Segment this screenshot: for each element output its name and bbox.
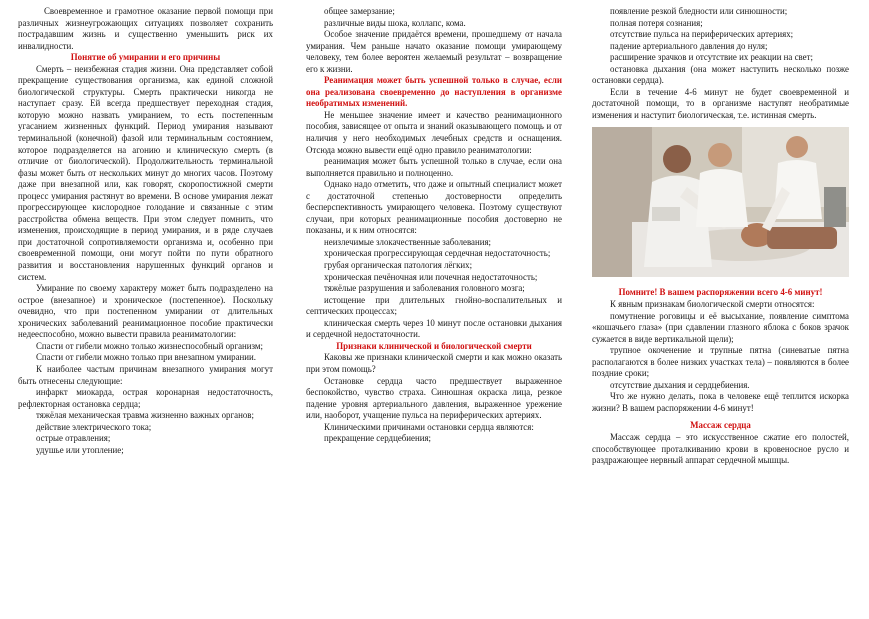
warning-heading: Помните! В вашем распоряжении всего 4-6 минут! [618,287,823,298]
list-item: отсутствие дыхания и сердцебиения. [610,379,750,390]
paragraph-question: Каковы же признаки клинической смерти и как можно оказать при этом помощь? [306,352,562,374]
list-item: трупное окоченение и трупные пятна (синеватые пятна располагаются в более низких участках тела) – появляются в более поздние сроки; [592,345,849,379]
list-item: различные виды шока, коллапс, кома. [324,17,466,28]
column-left [18,6,273,615]
list-item: истощение при длительных гнойно-воспалительных и септических процессах; [306,294,562,317]
rule-viable-organism: Спасти от гибели можно только жизнеспособный организм; [36,340,264,351]
paragraph-death-definition: Смерть – неизбежная стадия жизни. Она представляет собой прекращение существования организма, как единой сложной биологической структуры. Смерть практически никогда не наступает сразу. Ей всегда предшествует переходная стадия, которую можно назвать умиранием, то есть постепенным угасанием жизненных функций. Период умирания называют терминальной (конечной) фазой или терминальным состоянием, которое подразделяется на агонию и клиническую смерть (в отличие от биологической). Продолжительность терминальной фазы может быть от нескольких минут до многих часов. Поэтому даже при внезапной или, как говорят, скоропостижной смерти процесс умирания растянут во времени. В основе умирания лежат прогрессирующее кислородное голодание и связанные с этим расстройства обмена веществ. При этом следует помнить, что изменения, происходящие в период умирания, и в ряде случаев при достаточной сопротивляемости организма и, особенно при своевременной помощи, они могут пойти по пути обратного развития и восстановления нарушенных функций органов и систем. [18,63,273,282]
column-right [592,6,849,615]
list-item: отсутствие пульса на периферических артериях; [610,29,794,40]
list-item: неизлечимые злокачественные заболевания; [324,236,492,247]
paragraph-contraindications: Однако надо отметить, что даже и опытный специалист может с достаточной степенью достоверности определить бесперспективность умирающего человека. Поэтому существуют случаи, при которых реанимационные пособия достоверно не показаны, и к ним относятся: [306,179,562,236]
paragraph-dying-types: Умирание по своему характеру может быть подразделено на острое (внезапное) и хроническое (постепенное). Поскольку очевидно, что при постепенном умирании от длительных хронических заболеваний реанимационное пособие практически недееспособно, можно вывести правила реаниматологии: [18,283,273,340]
paragraph-biological-death: Если в течение 4-6 минут не будет своевременной и достаточной помощи, то в организме наступят необратимые изменения и наступит биологическая, т.е. истинная смерть. [592,86,849,120]
list-item: инфаркт миокарда, острая коронарная недостаточность, рефлекторная остановка сердца; [18,387,273,409]
list-item: клиническая смерть через 10 минут после остановки дыхания и сердечной недостаточности. [306,317,562,340]
paragraph-what-to-do: Что же нужно делать, пока в человеке ещё теплится искорка жизни? В вашем распоряжении 4-6 минут! [592,391,849,413]
medical-team-photo [592,127,849,277]
rule-correct-reanimation: реанимация может быть успешной только в случае, если она выполняется правильно и полноценно. [306,156,562,178]
section-heading-heart-massage: Массаж сердца [690,420,751,431]
list-item: появление резкой бледности или синюшности; [610,6,788,16]
list-item: хроническая печёночная или почечная недостаточность; [324,271,538,282]
list-item: хроническая прогрессирующая сердечная недостаточность; [324,248,551,259]
highlight-reanimation-timely: Реанимация может быть успешной только в случае, если она реализована своевременно до наступления в организме необратимых изменений. [306,75,562,109]
paragraph-biological-signs: К явным признакам биологической смерти относятся: [610,299,815,310]
list-item: удушье или утопление; [36,444,124,455]
list-item: остановка дыхания (она может наступить несколько позже остановки сердца). [592,63,849,86]
paragraph-clinical-causes: Клиническими причинами остановки сердца являются: [324,421,534,432]
section-heading-signs: Признаки клинической и биологической смерти [336,340,532,351]
list-item: острые отравления; [36,433,111,444]
list-item: тяжёлая механическая травма жизненно важных органов; [36,410,254,421]
list-item: прекращение сердцебиения; [324,433,432,444]
paragraph-heart-massage: Массаж сердца – это искусственное сжатие его полостей, способствующее проталкиванию крови в кровеносное русло и раздражающее нервный аппарат сердечной мышцы. [592,432,849,466]
paragraph-time-importance: Особое значение придаётся времени, прошедшему от начала умирания. Чем раньше начато оказание помощи умирающему человеку, тем более вероятен желаемый результат – возвращение его к жизни. [306,29,562,74]
list-item: падение артериального давления до нуля; [610,40,768,51]
list-item: расширение зрачков и отсутствие их реакции на свет; [610,52,813,63]
section-heading-dying: Понятие об умирании и его причины [70,52,221,63]
paragraph-precursors: Остановке сердца часто предшествует выраженное беспокойство, чувство страха. Синюшная окраска лица, резкое падение уровня артериального давления, выраженное урежение или, наоборот, учащение пульса на периферических артериях. [306,375,562,421]
column-middle [306,6,562,615]
paragraph-quality: Не меньшее значение имеет и качество реанимационного пособия, зависящее от опыта и знаний оказывающего помощь и от наличия у него необходимых лечебных средств и оснащения. Отсюда можно вывести ещё одно правило реаниматологии: [306,109,562,155]
intro-paragraph: Своевременное и грамотное оказание первой помощи при различных жизнеугрожающих ситуациях позволяет сохранить пострадавшим жизнь и существенно уменьшить риск их инвалидности. [18,6,273,51]
list-item: помутнение роговицы и её высыхание, появление симптома «кошачьего глаза» (при сдавлении глазного яблока с боков зрачок сужается в виде вертикальной щели); [592,310,849,344]
list-item: тяжёлые разрушения и заболевания головного мозга; [324,283,525,294]
rule-sudden-dying: Спасти от гибели можно только при внезапном умирании. [36,352,256,363]
list-item: общее замерзание; [324,6,395,16]
list-item: действие электрического тока; [36,421,152,432]
list-item: грубая органическая патология лёгких; [324,260,473,271]
paragraph-causes-intro: К наиболее частым причинам внезапного умирания могут быть отнесены следующие: [18,363,273,386]
list-item: полная потеря сознания; [610,17,703,28]
